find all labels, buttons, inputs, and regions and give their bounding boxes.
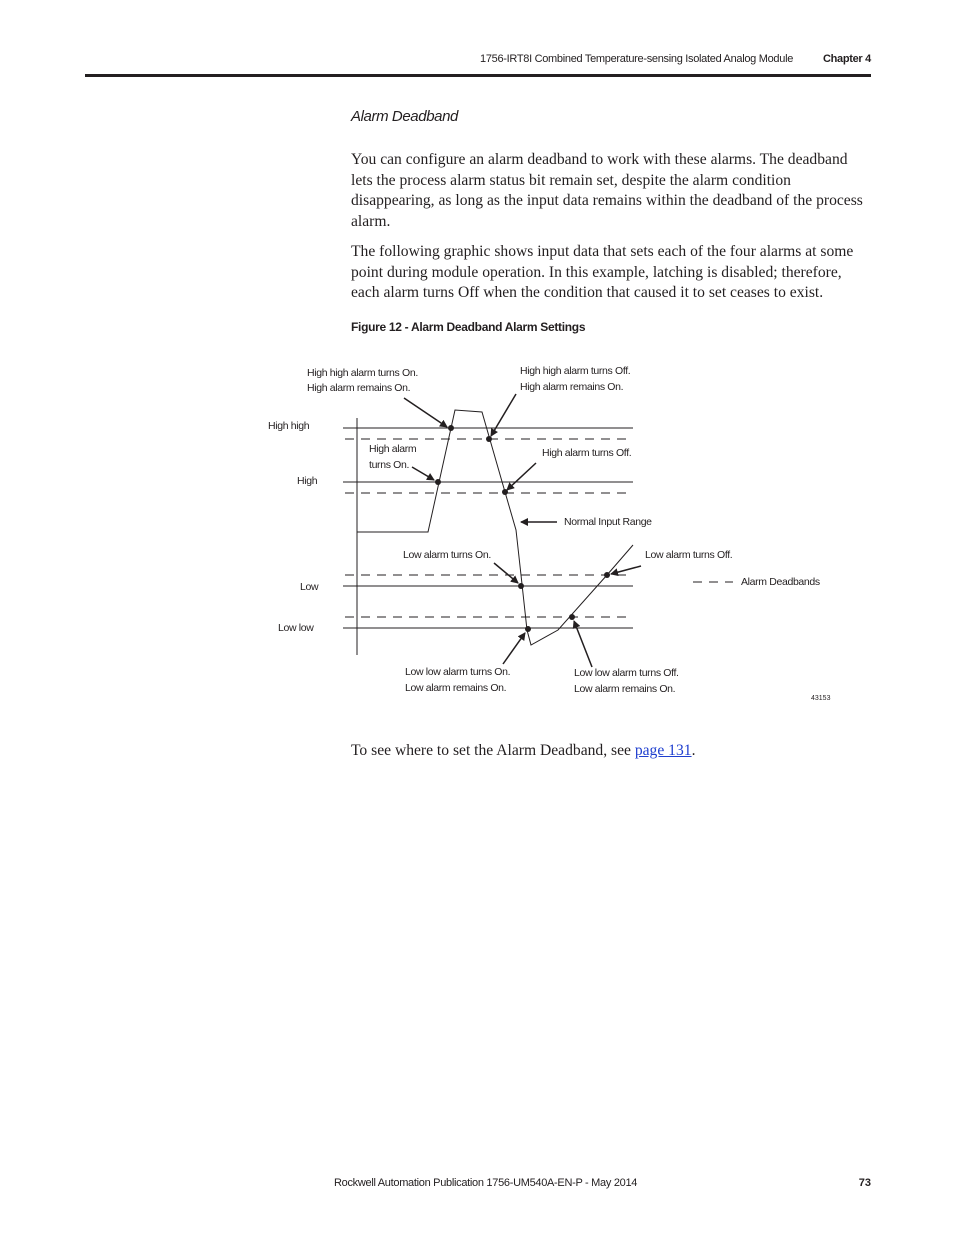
annotation-low-on: Low alarm turns On. — [403, 549, 491, 561]
annotation-hh-on-2: High alarm remains On. — [307, 382, 411, 394]
arrow-high-on — [412, 467, 434, 480]
annotation-high-on-2: turns On. — [369, 459, 410, 471]
running-header-chapter: Chapter 4 — [822, 53, 871, 65]
annotation-ll-off-2: Low alarm remains On. — [574, 683, 676, 695]
arrow-hh-off — [491, 394, 516, 436]
level-label-low-low: Low low — [278, 622, 314, 634]
event-dot-low-off — [604, 572, 610, 578]
annotation-hh-off-2: High alarm remains On. — [520, 381, 624, 393]
level-label-low: Low — [300, 581, 319, 593]
section-heading: Alarm Deadband — [351, 108, 458, 125]
see-also-sentence — [351, 741, 695, 761]
arrow-ll-on — [503, 633, 525, 664]
footer-publication: Rockwell Automation Publication 1756-UM540A-EN-P - May 2014 — [334, 1177, 638, 1189]
page-131-link[interactable]: page 131 — [634, 742, 692, 759]
annotation-ll-on-2: Low alarm remains On. — [405, 682, 507, 694]
level-label-high: High — [297, 475, 318, 487]
annotation-high-off: High alarm turns Off. — [542, 447, 632, 459]
annotation-low-off: Low alarm turns Off. — [645, 549, 733, 561]
see-also-suffix: . — [691, 742, 696, 759]
arrow-low-off — [611, 566, 641, 574]
event-dot-low-on — [518, 583, 524, 589]
arrow-hh-on — [404, 398, 447, 427]
arrow-high-off — [507, 463, 536, 490]
event-dot-high-high-on — [448, 425, 454, 431]
event-dot-high-high-off — [486, 436, 492, 442]
arrow-low-on — [494, 563, 518, 583]
event-dot-high-on — [435, 479, 441, 485]
annotation-ll-off-1: Low low alarm turns Off. — [574, 667, 679, 679]
footer-page-number: 73 — [858, 1177, 871, 1189]
annotation-hh-on-1: High high alarm turns On. — [307, 367, 418, 379]
annotation-high-on-1: High alarm — [369, 443, 417, 455]
level-label-high-high: High high — [268, 420, 310, 432]
annotation-hh-off-1: High high alarm turns Off. — [520, 365, 631, 377]
event-dot-low-low-off — [569, 614, 575, 620]
body-paragraph-1: You can configure an alarm deadband to work with these alarms. The deadband lets the process alarm status bit remain set, despite the alarm condition disappearing, as long as the input data remains within the deadband of the process alarm. — [351, 151, 863, 230]
event-dot-low-low-on — [525, 626, 531, 632]
legend-label: Alarm Deadbands — [741, 576, 820, 588]
annotation-ll-on-1: Low low alarm turns On. — [405, 666, 511, 678]
figure-caption: Figure 12 - Alarm Deadband Alarm Settings — [351, 320, 586, 334]
body-paragraph-2: The following graphic shows input data that sets each of the four alarms at some point during module operation. In this example, latching is disabled; therefore, each alarm turns Off when the condition that caused it to set ceases to exist. — [351, 243, 854, 301]
annotation-normal-range: Normal Input Range — [564, 516, 652, 528]
see-also-prefix: To see where to set the Alarm Deadband, see — [351, 742, 635, 759]
running-header-title: 1756-IRT8I Combined Temperature-sensing Isolated Analog Module — [480, 53, 794, 65]
figure-id: 43153 — [811, 695, 831, 702]
